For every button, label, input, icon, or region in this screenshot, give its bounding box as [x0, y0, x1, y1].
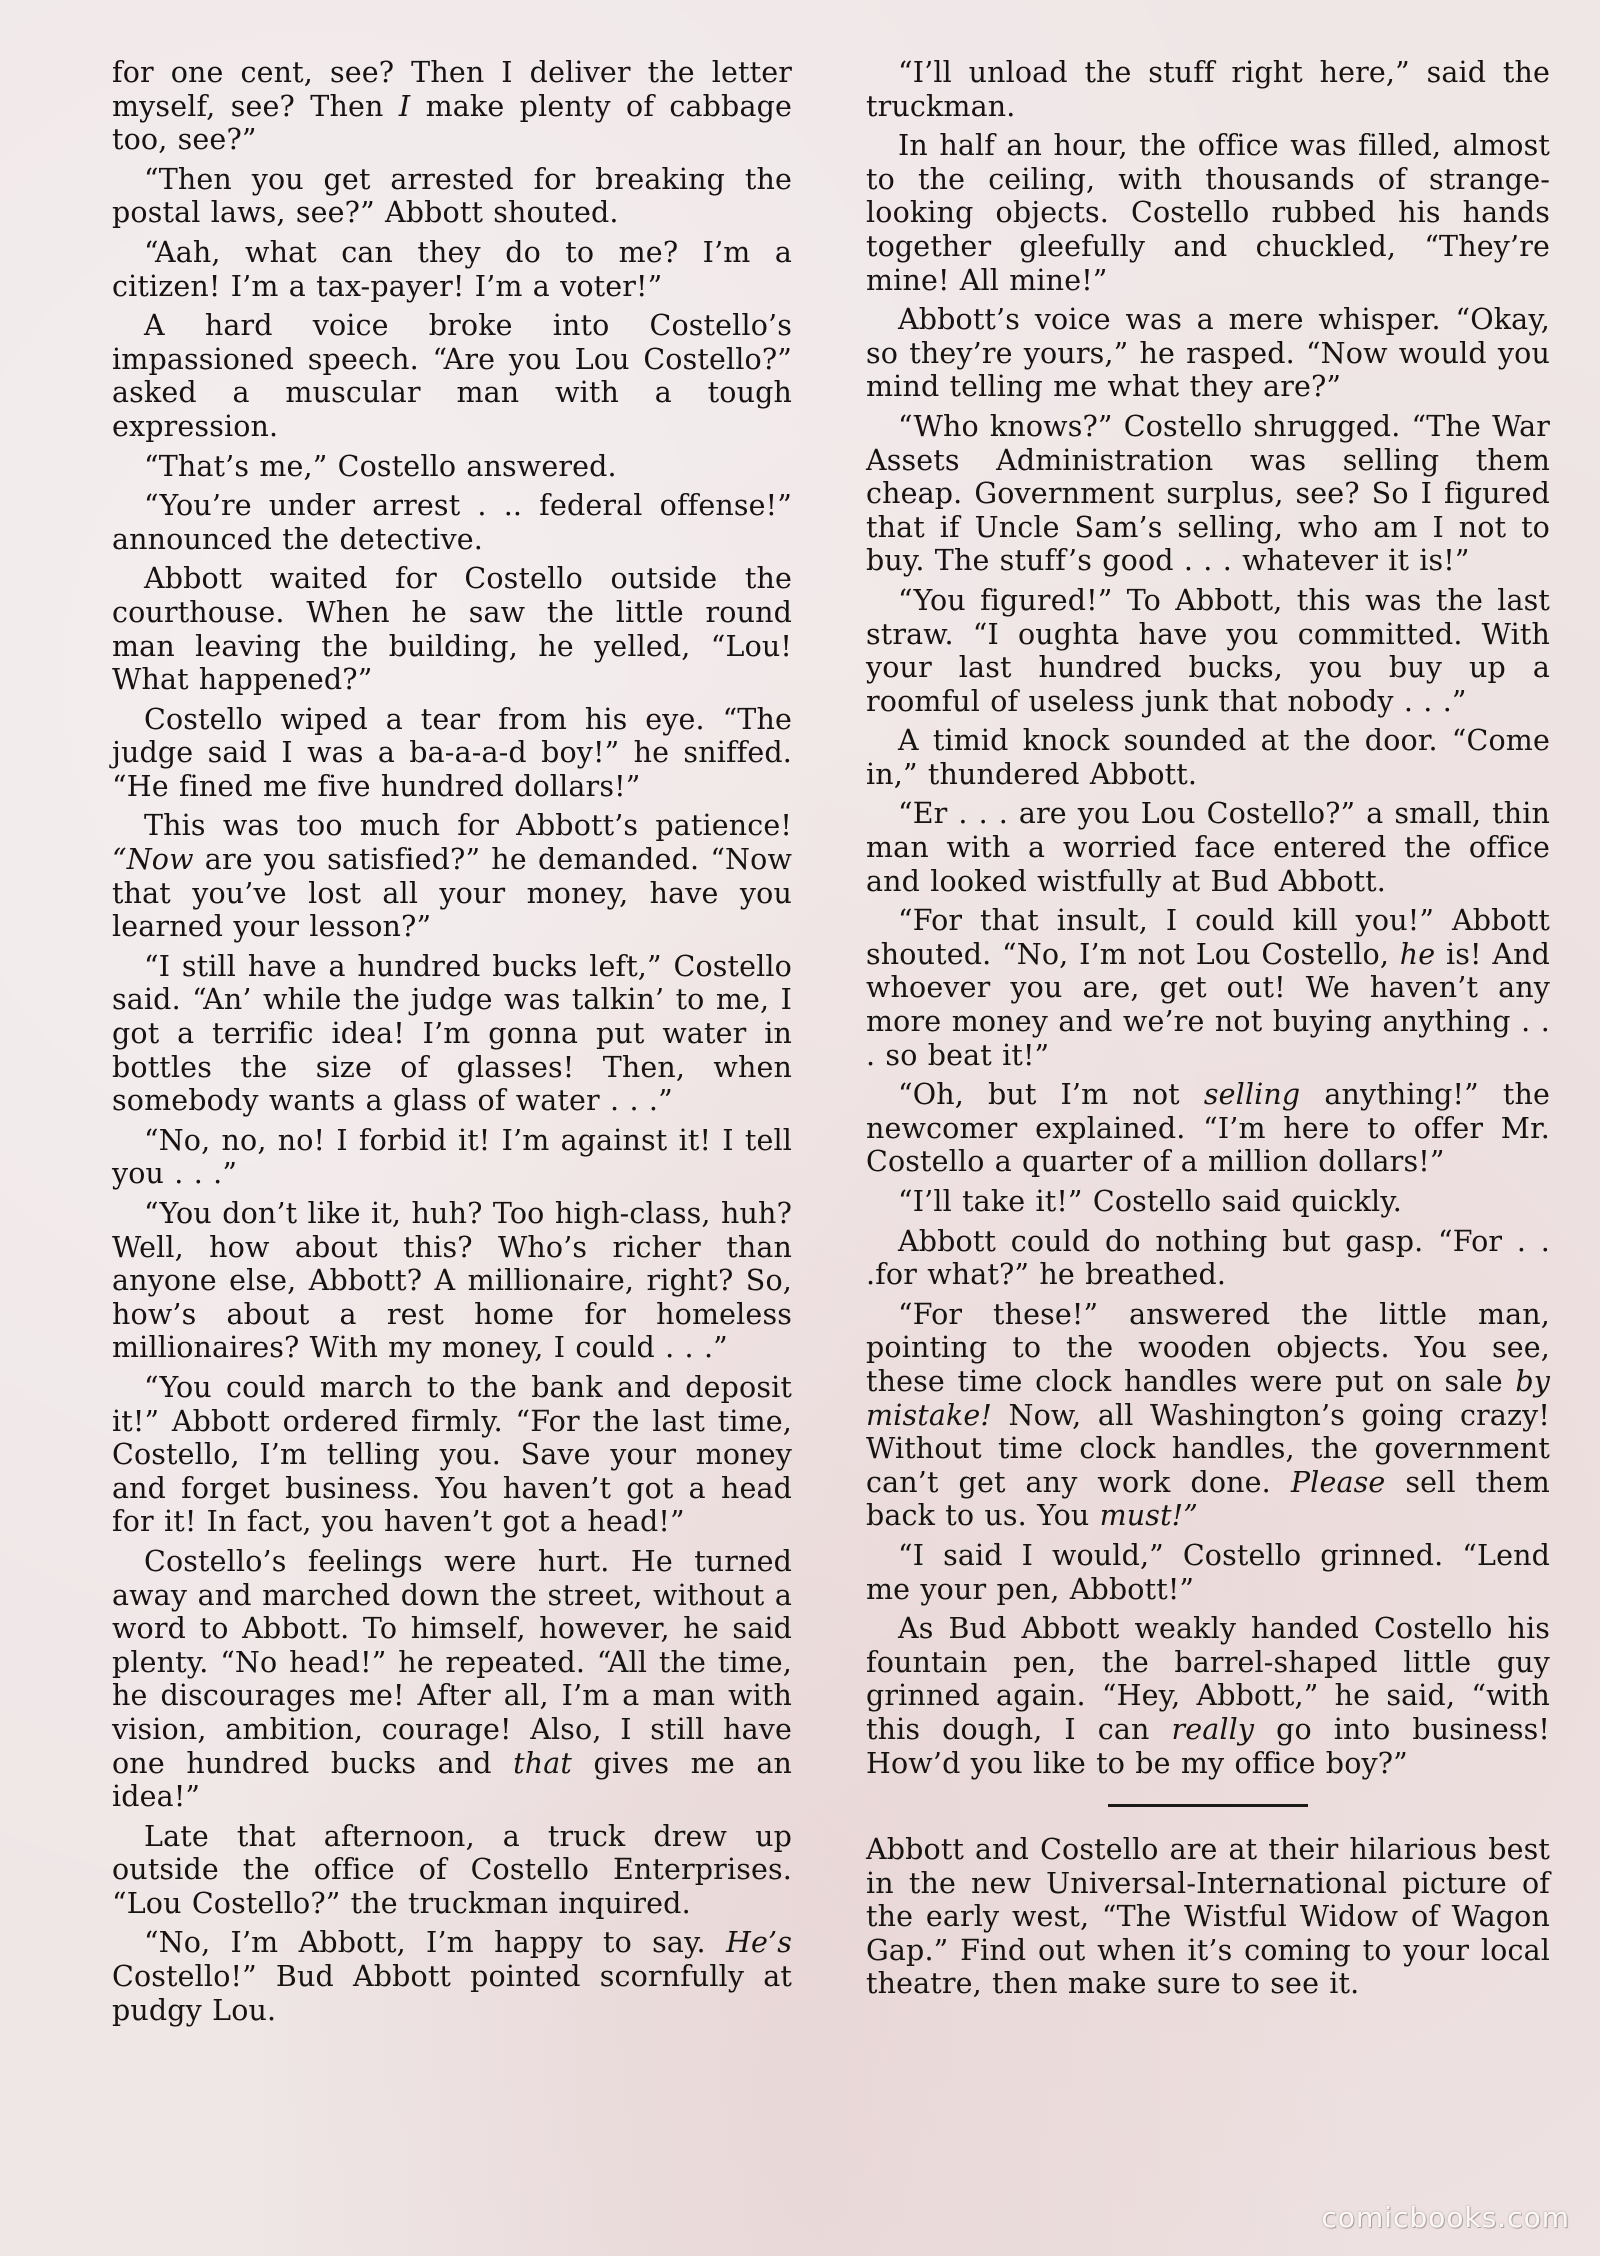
- emphasis-text: selling: [1203, 1078, 1301, 1112]
- left-column: [112, 56, 792, 2033]
- story-paragraph: Costello’s feelings were hurt. He turned away and marched down the street, without a word to Abbott. To himself, however, he said plenty. “No head!” he repeated. “All the time, he discourages me! After all, I’m a man with vision, ambition, courage! Also, I still have one hundred bucks and that gives me an idea!”: [112, 1544, 792, 1814]
- emphasis-text: I: [398, 89, 411, 123]
- story-paragraph: Costello wiped a tear from his eye. “The judge said I was a ba-a-a-d boy!” he sniffed. “He fined me five hundred dollars!”: [112, 702, 792, 803]
- emphasis-text: that: [513, 1746, 572, 1780]
- emphasis-text: really: [1171, 1712, 1255, 1746]
- story-paragraph: “You could march to the bank and deposit it!” Abbott ordered firmly. “For the last time, Costello, I’m telling you. Save your money and forget business. You haven’t got a head for it! In fact, you haven’t got a head!”: [112, 1370, 792, 1539]
- story-paragraph: “Oh, but I’m not selling anything!” the newcomer explained. “I’m here to offer Mr. Costello a quarter of a million dollars!”: [866, 1078, 1550, 1179]
- right-column: [866, 56, 1550, 2007]
- right-column-story: [866, 56, 1550, 1780]
- story-paragraph: “You figured!” To Abbott, this was the last straw. “I oughta have you committed. With your last hundred bucks, you buy up a roomful of useless junk that nobody . . .”: [866, 583, 1550, 718]
- story-paragraph: “I’ll unload the stuff right here,” said the truckman.: [866, 56, 1550, 123]
- story-paragraph: “Er . . . are you Lou Costello?” a small, thin man with a worried face entered the office and looked wistfully at Bud Abbott.: [866, 797, 1550, 898]
- story-paragraph: “I said I would,” Costello grinned. “Lend me your pen, Abbott!”: [866, 1538, 1550, 1606]
- story-paragraph: “For that insult, I could kill you!” Abbott shouted. “No, I’m not Lou Costello, he is! And whoever you are, get out! We haven’t any more money and we’re not buying anything . . . so beat it!”: [866, 904, 1550, 1072]
- story-paragraph: “No, no, no! I forbid it! I’m against it! I tell you . . .”: [112, 1123, 792, 1191]
- emphasis-text: must!”: [1099, 1499, 1198, 1533]
- emphasis-text: He’s: [725, 1926, 792, 1960]
- story-paragraph: “Who knows?” Costello shrugged. “The War Assets Administration was selling them cheap. Government surplus, see? So I figured that if Uncle Sam’s selling, who am I not to buy. The stuff’s good . . . whatever it is!”: [866, 409, 1550, 578]
- story-paragraph: A timid knock sounded at the door. “Come in,” thundered Abbott.: [866, 724, 1550, 791]
- story-paragraph: As Bud Abbott weakly handed Costello his fountain pen, the barrel-shaped little guy grinned again. “Hey, Abbott,” he said, “with this dough, I can really go into business! How’d you like to be my office boy?”: [866, 1612, 1551, 1780]
- section-divider: [1108, 1804, 1308, 1807]
- story-paragraph: “Then you get arrested for breaking the postal laws, see?” Abbott shouted.: [112, 162, 792, 230]
- story-paragraph: This was too much for Abbott’s patience! “Now are you satisfied?” he demanded. “Now that you’ve lost all your money, have you learned your lesson?”: [112, 809, 792, 944]
- story-paragraph: “Aah, what can they do to me? I’m a citizen! I’m a tax-payer! I’m a voter!”: [112, 235, 792, 303]
- story-paragraph: Abbott could do nothing but gasp. “For . . .for what?” he breathed.: [866, 1224, 1550, 1292]
- emphasis-text: he: [1399, 937, 1436, 971]
- story-paragraph: “I’ll take it!” Costello said quickly.: [898, 1185, 1402, 1218]
- story-paragraph: “No, I’m Abbott, I’m happy to say. He’s Costello!” Bud Abbott pointed scornfully at pudgy Lou.: [112, 1926, 792, 2027]
- story-paragraph: “I still have a hundred bucks left,” Costello said. “An’ while the judge was talkin’ to me, I got a terrific idea! I’m gonna put water in bottles the size of glasses! Then, when somebody wants a glass of water . . .”: [112, 949, 792, 1118]
- story-paragraph: “You don’t like it, huh? Too high-class, huh? Well, how about this? Who’s richer than anyone else, Abbott? A millionaire, right? So, how’s about a rest home for homeless millionaires? With my money, I could . . .”: [112, 1197, 792, 1365]
- story-paragraph: “You’re under arrest . .. federal offense!” announced the detective.: [112, 489, 792, 556]
- story-paragraph: for one cent, see? Then I deliver the letter myself, see? Then I make plenty of cabbage too, see?”: [112, 56, 792, 157]
- promo-paragraph: Abbott and Costello are at their hilarious best in the new Universal-International picture of the early west, “The Wistful Widow of Wagon Gap.” Find out when it’s coming to your local theatre, then make sure to see it.: [866, 1833, 1550, 2001]
- story-paragraph: Late that afternoon, a truck drew up outside the office of Costello Enterprises. “Lou Costello?” the truckman inquired.: [112, 1819, 792, 1920]
- story-paragraph: In half an hour, the office was filled, almost to the ceiling, with thousands of strange-looking objects. Costello rubbed his hands together gleefully and chuckled, “They’re mine! All mine!”: [866, 129, 1550, 297]
- story-paragraph: “That’s me,” Costello answered.: [144, 449, 617, 483]
- story-paragraph: Abbott’s voice was a mere whisper. “Okay, so they’re yours,” he rasped. “Now would you mind telling me what they are?”: [866, 303, 1550, 404]
- emphasis-text: by mistake!: [866, 1364, 1550, 1432]
- emphasis-text: “Now: [112, 843, 194, 877]
- story-paragraph: “For these!” answered the little man, pointing to the wooden objects. You see, these time clock handles were put on sale by mistake! Now, all Washington’s going crazy! Without time clock handles, the government can’t get any work done. Please sell them back to us. You must!”: [866, 1297, 1550, 1533]
- story-paragraph: Abbott waited for Costello outside the courthouse. When he saw the little round man leaving the building, he yelled, “Lou! What happened?”: [112, 562, 792, 697]
- emphasis-text: Please: [1290, 1465, 1386, 1499]
- story-paragraph: A hard voice broke into Costello’s impassioned speech. “Are you Lou Costello?” asked a muscular man with a tough expression.: [112, 309, 792, 443]
- watermark-text: comicbooks.com: [1321, 2201, 1570, 2234]
